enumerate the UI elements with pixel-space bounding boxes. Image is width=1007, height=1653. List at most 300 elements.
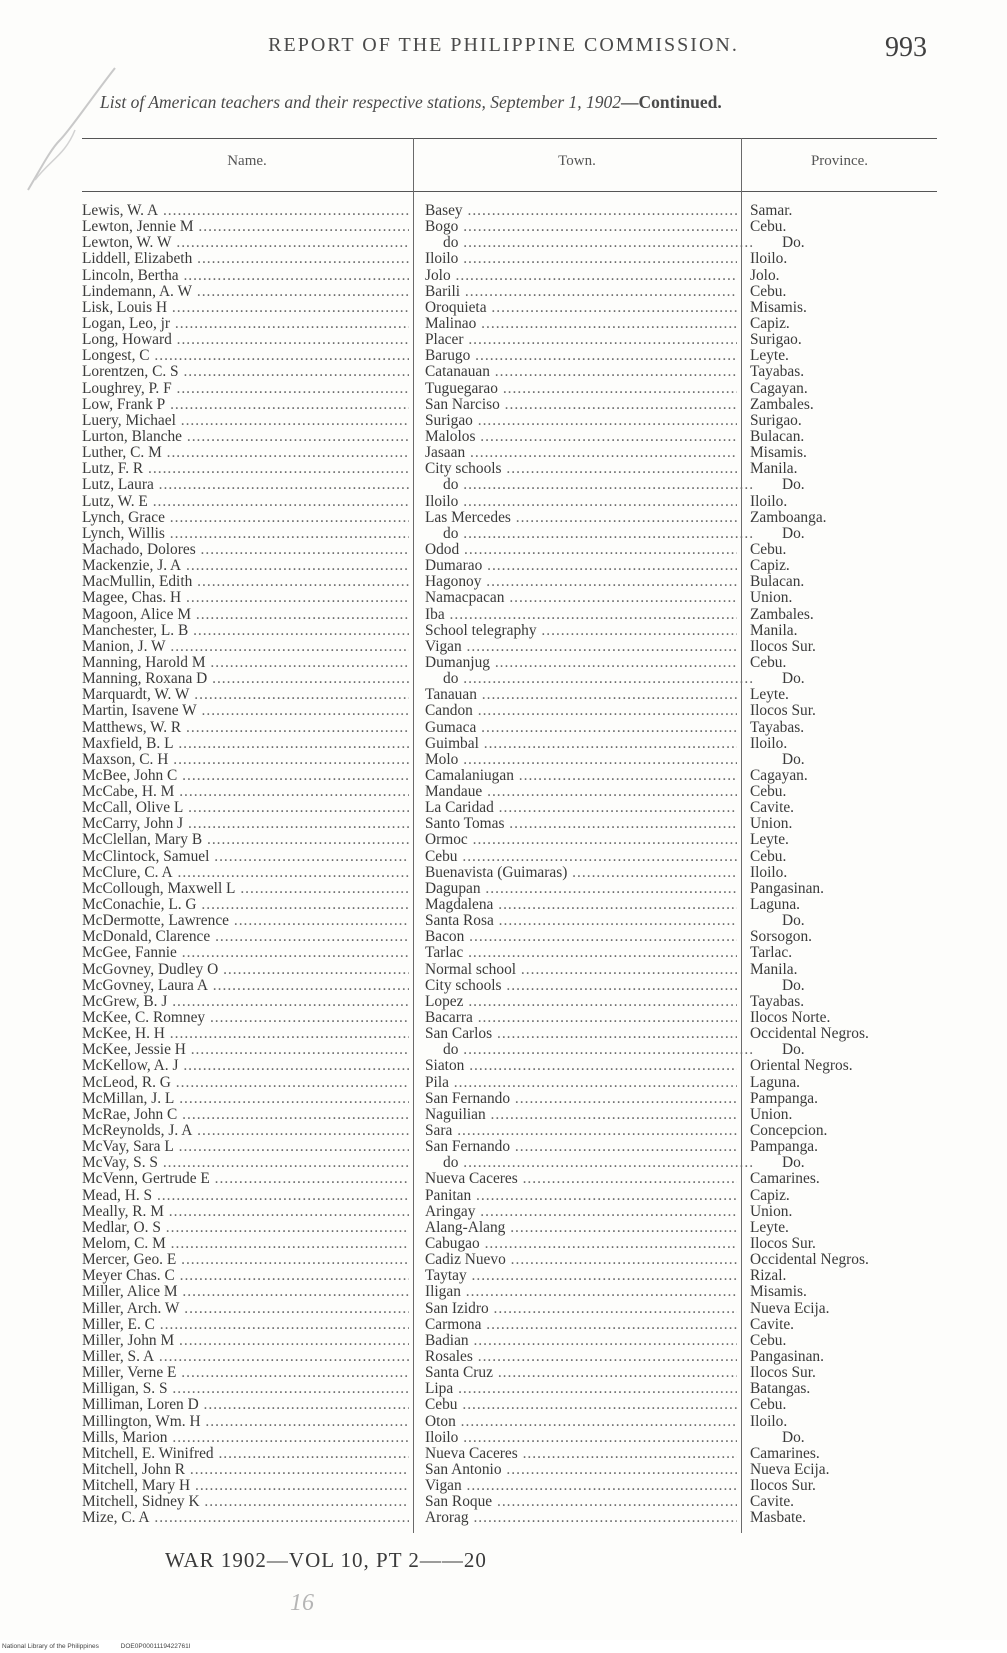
station-town: Catanauan ..... [425, 364, 737, 380]
table-top-rule [82, 138, 937, 139]
teacher-name: Long, Howard ..... [82, 332, 409, 348]
station-province: Misamis. [750, 1284, 807, 1301]
teacher-name: Magoon, Alice M ..... [82, 607, 409, 623]
teacher-name: McMillan, J. L ..... [82, 1091, 409, 1107]
teacher-name: McKee, Jessie H ..... [82, 1042, 409, 1058]
table-row [0, 1123, 1007, 1139]
table-row [0, 962, 1007, 978]
teacher-name: Miller, S. A ..... [82, 1349, 409, 1365]
station-town: Bogo ..... [425, 219, 737, 235]
table-row [0, 477, 1007, 493]
station-town: Tuguegarao ..... [425, 381, 737, 397]
teacher-name: Meyer Chas. C ..... [82, 1268, 409, 1284]
station-town: San Roque ..... [425, 1494, 737, 1510]
teacher-name: Logan, Leo, jr ..... [82, 316, 409, 332]
station-province: Capiz. [750, 1187, 790, 1204]
station-town: Sara ..... [425, 1123, 737, 1139]
table-row [0, 590, 1007, 606]
teacher-name: Lutz, Laura ..... [82, 477, 409, 493]
station-town: Vigan ..... [425, 639, 737, 655]
teacher-name: Lindemann, A. W ..... [82, 284, 409, 300]
teacher-name: McVay, S. S ..... [82, 1155, 409, 1171]
teacher-name: Lincoln, Bertha ..... [82, 268, 409, 284]
column-header-town: Town. [558, 153, 596, 169]
station-province: Iloilo. [750, 1413, 788, 1430]
table-row [0, 235, 1007, 251]
station-town: Alang-Alang ..... [425, 1220, 737, 1236]
table-row [0, 639, 1007, 655]
station-town: School telegraphy ..... [425, 623, 737, 639]
table-row [0, 1381, 1007, 1397]
teacher-name: McCall, Olive L ..... [82, 800, 409, 816]
teacher-name: Millington, Wm. H ..... [82, 1414, 409, 1430]
station-town: Vigan ..... [425, 1478, 737, 1494]
table-row [0, 849, 1007, 865]
station-town: Iloilo ..... [425, 494, 737, 510]
table-row [0, 364, 1007, 380]
table-row [0, 1155, 1007, 1171]
station-town: Jolo ..... [425, 268, 737, 284]
teacher-list [0, 203, 1007, 1527]
station-province: Ilocos Sur. [750, 1365, 816, 1382]
table-row [0, 720, 1007, 736]
station-province: Cebu. [750, 1332, 787, 1349]
teacher-name: Luther, C. M ..... [82, 445, 409, 461]
teacher-name: Lurton, Blanche ..... [82, 429, 409, 445]
table-row [0, 1478, 1007, 1494]
table-row [0, 1188, 1007, 1204]
station-province: Tarlac. [750, 945, 793, 962]
scan-code: DOE0P0001119422761I [120, 1643, 191, 1650]
table-row [0, 1220, 1007, 1236]
table-row [0, 219, 1007, 235]
station-town: Cadiz Nuevo ..... [425, 1252, 737, 1268]
station-province: Leyte. [750, 832, 789, 849]
station-province: Jolo. [750, 267, 780, 284]
table-row [0, 1462, 1007, 1478]
station-town: Malolos ..... [425, 429, 737, 445]
station-town: Surigao ..... [425, 413, 737, 429]
station-town: Taytay ..... [425, 1268, 737, 1284]
table-row [0, 1268, 1007, 1284]
station-town: do ..... [425, 477, 755, 493]
teacher-name: Mitchell, John R ..... [82, 1462, 409, 1478]
table-row [0, 671, 1007, 687]
teacher-name: Lutz, F. R ..... [82, 461, 409, 477]
station-province: Masbate. [750, 1510, 806, 1527]
station-town: Santa Cruz ..... [425, 1365, 737, 1381]
teacher-name: Longest, C ..... [82, 348, 409, 364]
teacher-name: McDonald, Clarence ..... [82, 929, 409, 945]
station-province: Ilocos Norte. [750, 1010, 831, 1027]
teacher-name: Liddell, Elizabeth ..... [82, 251, 409, 267]
station-province: Do. [782, 525, 805, 542]
station-town: Magdalena ..... [425, 897, 737, 913]
scan-source: National Library of the Philippines [2, 1643, 99, 1650]
teacher-name: Manning, Harold M ..... [82, 655, 409, 671]
teacher-name: McBee, John C ..... [82, 768, 409, 784]
teacher-name: Lewton, Jennie M ..... [82, 219, 409, 235]
station-province: Bulacan. [750, 574, 805, 591]
table-row [0, 397, 1007, 413]
table-row [0, 1042, 1007, 1058]
teacher-name: Lewton, W. W ..... [82, 235, 409, 251]
column-header-name: Name. [227, 153, 267, 169]
station-province: Occidental Negros. [750, 1252, 869, 1269]
station-town: Dumarao ..... [425, 558, 737, 574]
station-province: Cebu. [750, 541, 787, 558]
teacher-name: Mitchell, Sidney K ..... [82, 1494, 409, 1510]
table-row [0, 913, 1007, 929]
table-row [0, 768, 1007, 784]
table-row [0, 994, 1007, 1010]
teacher-name: Mitchell, E. Winifred ..... [82, 1446, 409, 1462]
table-row [0, 1171, 1007, 1187]
station-province: Nueva Ecija. [750, 1300, 830, 1317]
table-row [0, 655, 1007, 671]
table-row [0, 1349, 1007, 1365]
teacher-name: Miller, Arch. W ..... [82, 1301, 409, 1317]
table-row [0, 203, 1007, 219]
column-header-province: Province. [810, 153, 869, 169]
station-province: Ilocos Sur. [750, 638, 816, 655]
teacher-name: Miller, John M ..... [82, 1333, 409, 1349]
table-row [0, 1026, 1007, 1042]
table-row [0, 300, 1007, 316]
station-town: Molo ..... [425, 752, 737, 768]
station-province: Ilocos Sur. [750, 703, 816, 720]
station-town: Namacpacan ..... [425, 590, 737, 606]
table-row [0, 1075, 1007, 1091]
teacher-name: Magee, Chas. H ..... [82, 590, 409, 606]
station-town: Buenavista (Guimaras) ..... [425, 865, 737, 881]
station-province: Laguna. [750, 1074, 800, 1091]
table-caption [100, 92, 940, 113]
teacher-name: Miller, E. C ..... [82, 1317, 409, 1333]
station-town: Tanauan ..... [425, 687, 737, 703]
station-town: San Fernando ..... [425, 1091, 737, 1107]
station-town: Candon ..... [425, 703, 737, 719]
station-province: Ilocos Sur. [750, 1236, 816, 1252]
teacher-name: McClure, C. A ..... [82, 865, 409, 881]
teacher-name: McCabe, H. M ..... [82, 784, 409, 800]
station-province: Do. [782, 1042, 805, 1059]
station-province: Zambales. [750, 396, 814, 413]
station-town: San Narciso ..... [425, 397, 737, 413]
station-province: Leyte. [750, 348, 789, 365]
station-province: Do. [782, 477, 805, 494]
teacher-name: McGee, Fannie ..... [82, 945, 409, 961]
station-province: Pampanga. [750, 1090, 818, 1107]
station-town: Odod ..... [425, 542, 737, 558]
teacher-name: Mercer, Geo. E ..... [82, 1252, 409, 1268]
station-town: San Antonio ..... [425, 1462, 737, 1478]
teacher-name: McGovney, Laura A ..... [82, 978, 409, 994]
station-province: Union. [750, 816, 793, 833]
station-town: Barugo ..... [425, 348, 737, 364]
station-province: Do. [782, 977, 805, 994]
teacher-name: Miller, Alice M ..... [82, 1284, 409, 1300]
station-province: Concepcion. [750, 1123, 828, 1140]
station-province: Cebu. [750, 219, 787, 236]
station-province: Surigao. [750, 412, 802, 429]
teacher-name: Lorentzen, C. S ..... [82, 364, 409, 380]
teacher-name: McKee, H. H ..... [82, 1026, 409, 1042]
station-town: Iligan ..... [425, 1284, 737, 1300]
table-row [0, 1317, 1007, 1333]
station-province: Cebu. [750, 784, 787, 801]
station-province: Manila. [750, 461, 798, 478]
teacher-name: McKee, C. Romney ..... [82, 1010, 409, 1026]
table-row [0, 800, 1007, 816]
teacher-name: MacMullin, Edith ..... [82, 574, 409, 590]
station-town: Nueva Caceres ..... [425, 1446, 737, 1462]
station-town: Guimbal ..... [425, 736, 737, 752]
table-row [0, 607, 1007, 623]
table-row [0, 1107, 1007, 1123]
station-province: Union. [750, 590, 793, 607]
teacher-name: Low, Frank P ..... [82, 397, 409, 413]
table-row [0, 1139, 1007, 1155]
station-province: Tayabas. [750, 719, 805, 736]
teacher-name: Lewis, W. A ..... [82, 203, 409, 219]
station-province: Do. [782, 751, 805, 768]
station-province: Rizal. [750, 1268, 787, 1285]
table-row [0, 1365, 1007, 1381]
station-town: La Caridad ..... [425, 800, 737, 816]
margin-annotation-scrawl [20, 60, 130, 200]
teacher-name: Loughrey, P. F ..... [82, 381, 409, 397]
station-province: Batangas. [750, 1381, 811, 1398]
station-province: Sorsogon. [750, 929, 812, 946]
station-town: Jasaan ..... [425, 445, 737, 461]
station-town: do ..... [425, 1042, 755, 1058]
teacher-name: Manion, J. W ..... [82, 639, 409, 655]
table-row [0, 1091, 1007, 1107]
station-town: Santo Tomas ..... [425, 816, 737, 832]
station-province: Camarines. [750, 1171, 820, 1188]
teacher-name: McConachie, L. G ..... [82, 897, 409, 913]
station-province: Pampanga. [750, 1139, 818, 1156]
station-town: do ..... [425, 671, 755, 687]
station-town: Hagonoy ..... [425, 574, 737, 590]
station-province: Cavite. [750, 1316, 795, 1333]
station-town: Tarlac ..... [425, 945, 737, 961]
table-row [0, 445, 1007, 461]
station-province: Occidental Negros. [750, 1026, 869, 1043]
table-row [0, 1414, 1007, 1430]
station-province: Cebu. [750, 1397, 787, 1414]
station-town: Arorag ..... [425, 1510, 737, 1526]
station-town: Barili ..... [425, 284, 737, 300]
teacher-name: Maxson, C. H ..... [82, 752, 409, 768]
table-row [0, 816, 1007, 832]
station-town: Camalaniugan ..... [425, 768, 737, 784]
table-row [0, 413, 1007, 429]
station-province: Samar. [750, 203, 793, 219]
table-row [0, 1284, 1007, 1300]
station-town: Carmona ..... [425, 1317, 737, 1333]
table-row [0, 881, 1007, 897]
table-row [0, 1204, 1007, 1220]
station-town: San Izidro ..... [425, 1301, 737, 1317]
station-town: Rosales ..... [425, 1349, 737, 1365]
station-province: Cavite. [750, 1494, 795, 1511]
teacher-name: McVay, Sara L ..... [82, 1139, 409, 1155]
station-town: do ..... [425, 526, 755, 542]
scan-info-strip [0, 1640, 1007, 1653]
page-header-title: REPORT OF THE PHILIPPINE COMMISSION. [268, 34, 739, 56]
teacher-name: Manning, Roxana D ..... [82, 671, 409, 687]
station-province: Cebu. [750, 654, 787, 671]
table-row [0, 832, 1007, 848]
station-town: Lipa ..... [425, 1381, 737, 1397]
station-town: Basey ..... [425, 203, 737, 219]
table-row [0, 268, 1007, 284]
teacher-name: Lisk, Louis H ..... [82, 300, 409, 316]
teacher-name: Martin, Isavene W ..... [82, 703, 409, 719]
teacher-name: McKellow, A. J ..... [82, 1058, 409, 1074]
table-row [0, 978, 1007, 994]
table-row [0, 316, 1007, 332]
station-town: Pila ..... [425, 1075, 737, 1091]
station-province: Cagayan. [750, 767, 808, 784]
station-town: do ..... [425, 235, 755, 251]
table-row [0, 1397, 1007, 1413]
station-town: Badian ..... [425, 1333, 737, 1349]
station-province: Iloilo. [750, 251, 788, 268]
station-town: Dumanjug ..... [425, 655, 737, 671]
station-town: Lopez ..... [425, 994, 737, 1010]
table-row [0, 542, 1007, 558]
table-row [0, 1510, 1007, 1526]
teacher-name: Meally, R. M ..... [82, 1204, 409, 1220]
teacher-name: Matthews, W. R ..... [82, 720, 409, 736]
teacher-name: McClintock, Samuel ..... [82, 849, 409, 865]
teacher-name: McClellan, Mary B ..... [82, 832, 409, 848]
teacher-name: Miller, Verne E ..... [82, 1365, 409, 1381]
table-row [0, 752, 1007, 768]
table-row [0, 1301, 1007, 1317]
station-province: Cavite. [750, 800, 795, 817]
table-row [0, 736, 1007, 752]
table-row [0, 1430, 1007, 1446]
station-province: Camarines. [750, 1445, 820, 1462]
teacher-name: McRae, John C ..... [82, 1107, 409, 1123]
station-province: Do. [782, 1429, 805, 1446]
teacher-name: Milligan, S. S ..... [82, 1381, 409, 1397]
teacher-name: Lutz, W. E ..... [82, 494, 409, 510]
table-row [0, 784, 1007, 800]
teacher-name: McCarry, John J ..... [82, 816, 409, 832]
teacher-name: McGovney, Dudley O ..... [82, 962, 409, 978]
teacher-name: Manchester, L. B ..... [82, 623, 409, 639]
station-province: Cebu. [750, 848, 787, 865]
table-caption-text: List of American teachers and their respective stations, September 1, 1902 [100, 92, 622, 112]
teacher-name: McReynolds, J. A ..... [82, 1123, 409, 1139]
teacher-name: Melom, C. M ..... [82, 1236, 409, 1252]
station-town: Dagupan ..... [425, 881, 737, 897]
table-row [0, 526, 1007, 542]
station-province: Capiz. [750, 315, 790, 332]
teacher-name: Mills, Marion ..... [82, 1430, 409, 1446]
teacher-name: McVenn, Gertrude E ..... [82, 1171, 409, 1187]
station-province: Leyte. [750, 1219, 789, 1236]
table-row [0, 1333, 1007, 1349]
table-row [0, 284, 1007, 300]
station-province: Do. [782, 1155, 805, 1172]
station-province: Misamis. [750, 445, 807, 462]
table-row [0, 510, 1007, 526]
table-row [0, 865, 1007, 881]
station-town: San Fernando ..... [425, 1139, 737, 1155]
table-row [0, 494, 1007, 510]
table-row [0, 703, 1007, 719]
station-town: Gumaca ..... [425, 720, 737, 736]
station-town: San Carlos ..... [425, 1026, 737, 1042]
station-province: Do. [782, 671, 805, 688]
footer-signature: WAR 1902—VOL 10, PT 2——20 [165, 1548, 487, 1572]
teacher-name: Milliman, Loren D ..... [82, 1397, 409, 1413]
station-province: Do. [782, 235, 805, 252]
teacher-name: McGrew, B. J ..... [82, 994, 409, 1010]
teacher-name: Mize, C. A ..... [82, 1510, 409, 1526]
station-province: Union. [750, 1106, 793, 1123]
station-province: Iloilo. [750, 735, 788, 752]
table-row [0, 251, 1007, 267]
station-province: Ilocos Sur. [750, 1478, 816, 1495]
teacher-name: Mead, H. S ..... [82, 1188, 409, 1204]
station-province: Nueva Ecija. [750, 1461, 830, 1478]
station-province: Pangasinan. [750, 1348, 824, 1365]
station-province: Cebu. [750, 283, 787, 300]
station-town: Naguilian ..... [425, 1107, 737, 1123]
station-town: City schools ..... [425, 461, 737, 477]
table-caption-continued: —Continued. [621, 92, 722, 112]
station-town: Cebu ..... [425, 849, 737, 865]
station-province: Zambales. [750, 606, 814, 623]
station-province: Zamboanga. [750, 509, 827, 526]
station-town: Cabugao ..... [425, 1236, 737, 1252]
table-row [0, 1252, 1007, 1268]
station-town: Bacarra ..... [425, 1010, 737, 1026]
table-row [0, 429, 1007, 445]
table-row [0, 332, 1007, 348]
station-town: Malinao ..... [425, 316, 737, 332]
station-province: Do. [782, 913, 805, 930]
table-row [0, 574, 1007, 590]
table-row [0, 929, 1007, 945]
table-row [0, 945, 1007, 961]
station-town: City schools ..... [425, 978, 737, 994]
station-province: Surigao. [750, 332, 802, 349]
station-town: Bacon ..... [425, 929, 737, 945]
station-town: Placer ..... [425, 332, 737, 348]
table-row [0, 1236, 1007, 1252]
table-row [0, 623, 1007, 639]
station-province: Union. [750, 1203, 793, 1220]
station-province: Tayabas. [750, 364, 805, 381]
handwritten-number: 16 [290, 1590, 314, 1616]
station-town: Normal school ..... [425, 962, 737, 978]
table-header-rule [82, 191, 937, 192]
table-row [0, 687, 1007, 703]
station-town: Las Mercedes ..... [425, 510, 737, 526]
teacher-name: McDermotte, Lawrence ..... [82, 913, 409, 929]
station-town: Ormoc ..... [425, 832, 737, 848]
station-province: Manila. [750, 961, 798, 978]
station-province: Leyte. [750, 687, 789, 704]
